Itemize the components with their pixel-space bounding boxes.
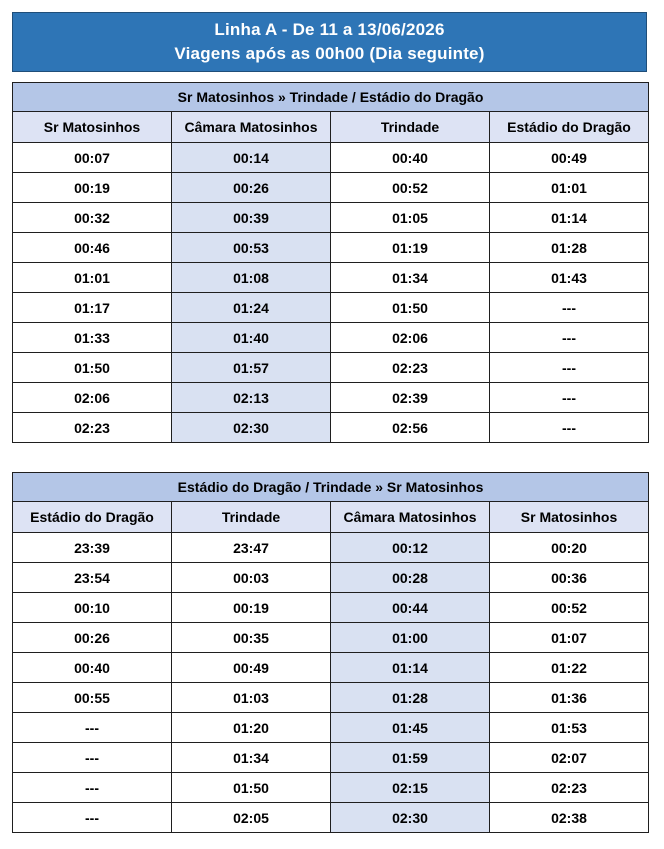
time-cell: 00:40 bbox=[13, 653, 172, 683]
time-cell: 02:13 bbox=[172, 383, 331, 413]
time-cell: 01:00 bbox=[331, 623, 490, 653]
time-cell: --- bbox=[490, 293, 649, 323]
header-line-2: Viagens após as 00h00 (Dia seguinte) bbox=[174, 44, 485, 63]
time-cell: 01:05 bbox=[331, 203, 490, 233]
table-row bbox=[13, 263, 649, 293]
table-title: Sr Matosinhos » Trindade / Estádio do Dragão bbox=[13, 83, 649, 112]
time-cell: 02:05 bbox=[172, 803, 331, 833]
time-cell: 01:24 bbox=[172, 293, 331, 323]
column-header: Sr Matosinhos bbox=[13, 112, 172, 143]
time-cell: 02:56 bbox=[331, 413, 490, 443]
table-row bbox=[13, 323, 649, 353]
time-cell: --- bbox=[490, 323, 649, 353]
time-cell: 02:15 bbox=[331, 773, 490, 803]
table-row bbox=[13, 533, 649, 563]
time-cell: 00:39 bbox=[172, 203, 331, 233]
time-cell: 02:23 bbox=[490, 773, 649, 803]
time-cell: 02:06 bbox=[13, 383, 172, 413]
time-cell: 23:54 bbox=[13, 563, 172, 593]
time-cell: 01:22 bbox=[490, 653, 649, 683]
time-cell: 00:52 bbox=[331, 173, 490, 203]
time-cell: 00:32 bbox=[13, 203, 172, 233]
time-cell: 01:36 bbox=[490, 683, 649, 713]
time-cell: 00:52 bbox=[490, 593, 649, 623]
time-cell: 02:38 bbox=[490, 803, 649, 833]
time-cell: 01:20 bbox=[172, 713, 331, 743]
time-cell: 02:06 bbox=[331, 323, 490, 353]
table-row bbox=[13, 623, 649, 653]
time-cell: 01:59 bbox=[331, 743, 490, 773]
time-cell: 00:26 bbox=[172, 173, 331, 203]
time-cell: 23:47 bbox=[172, 533, 331, 563]
time-cell: 00:10 bbox=[13, 593, 172, 623]
time-cell: 02:23 bbox=[331, 353, 490, 383]
table-row bbox=[13, 293, 649, 323]
table-row bbox=[13, 413, 649, 443]
time-cell: 01:08 bbox=[172, 263, 331, 293]
table-row bbox=[13, 203, 649, 233]
time-cell: 01:07 bbox=[490, 623, 649, 653]
time-cell: 01:14 bbox=[490, 203, 649, 233]
table-row bbox=[13, 683, 649, 713]
time-cell: --- bbox=[490, 383, 649, 413]
table-title: Estádio do Dragão / Trindade » Sr Matosinhos bbox=[13, 473, 649, 502]
column-header: Câmara Matosinhos bbox=[172, 112, 331, 143]
time-cell: --- bbox=[490, 413, 649, 443]
time-cell: 00:19 bbox=[13, 173, 172, 203]
table-row bbox=[13, 173, 649, 203]
time-cell: --- bbox=[13, 713, 172, 743]
time-cell: 01:50 bbox=[331, 293, 490, 323]
time-cell: 00:55 bbox=[13, 683, 172, 713]
time-cell: 00:07 bbox=[13, 143, 172, 173]
time-cell: 00:40 bbox=[331, 143, 490, 173]
time-cell: 01:34 bbox=[331, 263, 490, 293]
time-cell: --- bbox=[490, 353, 649, 383]
time-cell: 02:30 bbox=[172, 413, 331, 443]
time-cell: 02:39 bbox=[331, 383, 490, 413]
time-cell: 00:36 bbox=[490, 563, 649, 593]
time-cell: 00:12 bbox=[331, 533, 490, 563]
time-cell: 01:01 bbox=[13, 263, 172, 293]
table-row bbox=[13, 743, 649, 773]
time-cell: 01:50 bbox=[172, 773, 331, 803]
table-row bbox=[13, 803, 649, 833]
time-cell: 00:26 bbox=[13, 623, 172, 653]
time-cell: 01:34 bbox=[172, 743, 331, 773]
time-cell: 01:28 bbox=[331, 683, 490, 713]
time-cell: 00:14 bbox=[172, 143, 331, 173]
table-row bbox=[13, 143, 649, 173]
time-cell: 02:30 bbox=[331, 803, 490, 833]
column-header: Câmara Matosinhos bbox=[331, 502, 490, 533]
table-row bbox=[13, 593, 649, 623]
time-cell: 01:19 bbox=[331, 233, 490, 263]
time-cell: 01:01 bbox=[490, 173, 649, 203]
time-cell: 23:39 bbox=[13, 533, 172, 563]
table-row bbox=[13, 713, 649, 743]
time-cell: 02:07 bbox=[490, 743, 649, 773]
table-row bbox=[13, 653, 649, 683]
time-cell: 01:43 bbox=[490, 263, 649, 293]
time-cell: 01:33 bbox=[13, 323, 172, 353]
table-row bbox=[13, 383, 649, 413]
column-header: Estádio do Dragão bbox=[13, 502, 172, 533]
column-header: Trindade bbox=[331, 112, 490, 143]
time-cell: 01:03 bbox=[172, 683, 331, 713]
schedule-header bbox=[12, 12, 647, 72]
time-cell: 01:50 bbox=[13, 353, 172, 383]
time-cell: 01:45 bbox=[331, 713, 490, 743]
time-cell: 00:49 bbox=[490, 143, 649, 173]
column-header: Estádio do Dragão bbox=[490, 112, 649, 143]
time-cell: 00:20 bbox=[490, 533, 649, 563]
column-header: Trindade bbox=[172, 502, 331, 533]
header-line-1: Linha A - De 11 a 13/06/2026 bbox=[214, 20, 445, 39]
time-cell: 01:57 bbox=[172, 353, 331, 383]
time-cell: 00:19 bbox=[172, 593, 331, 623]
time-cell: --- bbox=[13, 803, 172, 833]
timetable-return bbox=[12, 472, 649, 833]
time-cell: 01:17 bbox=[13, 293, 172, 323]
time-cell: --- bbox=[13, 743, 172, 773]
time-cell: 01:14 bbox=[331, 653, 490, 683]
table-row bbox=[13, 233, 649, 263]
time-cell: 00:53 bbox=[172, 233, 331, 263]
time-cell: 00:49 bbox=[172, 653, 331, 683]
time-cell: 02:23 bbox=[13, 413, 172, 443]
time-cell: 00:28 bbox=[331, 563, 490, 593]
time-cell: 01:40 bbox=[172, 323, 331, 353]
table-row bbox=[13, 563, 649, 593]
time-cell: 00:03 bbox=[172, 563, 331, 593]
time-cell: 00:35 bbox=[172, 623, 331, 653]
timetable-outbound bbox=[12, 82, 649, 443]
time-cell: --- bbox=[13, 773, 172, 803]
time-cell: 00:46 bbox=[13, 233, 172, 263]
time-cell: 01:53 bbox=[490, 713, 649, 743]
time-cell: 00:44 bbox=[331, 593, 490, 623]
table-row bbox=[13, 773, 649, 803]
column-header: Sr Matosinhos bbox=[490, 502, 649, 533]
table-row bbox=[13, 353, 649, 383]
time-cell: 01:28 bbox=[490, 233, 649, 263]
